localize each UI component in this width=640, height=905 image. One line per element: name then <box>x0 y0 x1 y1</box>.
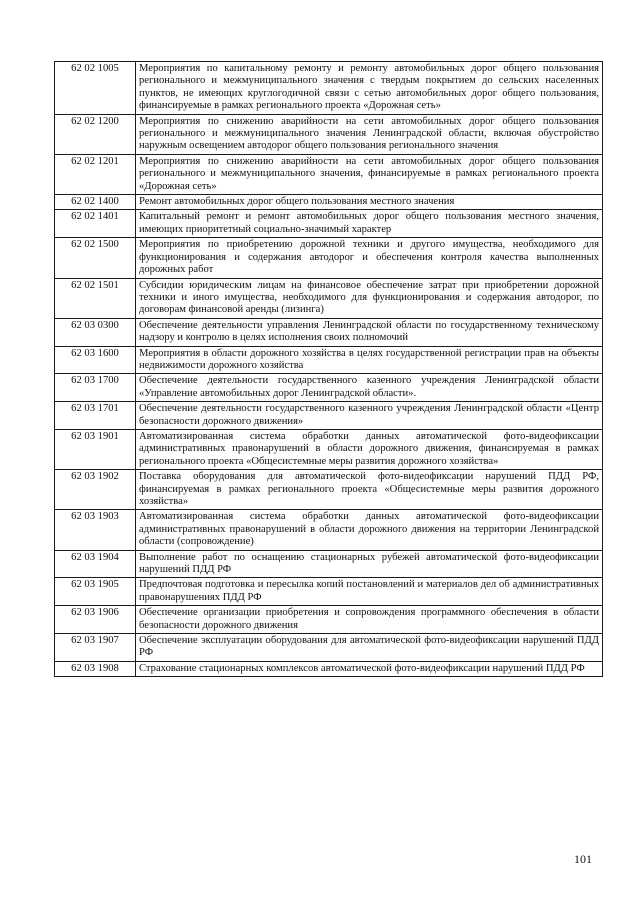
table-row <box>55 402 603 430</box>
row-description: Обеспечение деятельности управления Ленинградской области по государственному техническому надзору и контролю в целях исполнения своих полномочий <box>136 318 603 346</box>
row-code: 62 03 1700 <box>55 374 136 402</box>
row-code: 62 03 1903 <box>55 510 136 550</box>
row-code: 62 03 1904 <box>55 550 136 578</box>
row-code: 62 03 0300 <box>55 318 136 346</box>
table-row <box>55 154 603 194</box>
table-row <box>55 661 603 676</box>
row-code: 62 03 1902 <box>55 470 136 510</box>
row-description: Обеспечение деятельности государственного казенного учреждения Ленинградской области «Управление автомобильных дорог Ленинградской области». <box>136 374 603 402</box>
table-row <box>55 238 603 278</box>
table-row <box>55 318 603 346</box>
row-code: 62 02 1400 <box>55 195 136 210</box>
table-row <box>55 195 603 210</box>
row-description: Мероприятия по приобретению дорожной техники и другого имущества, необходимого для функционирования и содержания автодорог и обеспечения контроля качества выполненных дорожных работ <box>136 238 603 278</box>
row-description: Мероприятия по капитальному ремонту и ремонту автомобильных дорог общего пользования регионального и межмуниципального значения с твердым покрытием до сельских населенных пунктов, не имеющих круглогодичной связи с сетью автомобильных дорог общего пользования, финансируемые в рамках регионального проекта «Дорожная сеть» <box>136 62 603 115</box>
row-code: 62 03 1906 <box>55 606 136 634</box>
table-row <box>55 429 603 469</box>
row-description: Поставка оборудования для автоматической фото-видеофиксации нарушений ПДД РФ, финансируемая в рамках регионального проекта «Общесистемные меры развития дорожного хозяйства» <box>136 470 603 510</box>
row-code: 62 02 1200 <box>55 114 136 154</box>
table-row <box>55 578 603 606</box>
row-code: 62 02 1500 <box>55 238 136 278</box>
row-code: 62 03 1908 <box>55 661 136 676</box>
row-code: 62 03 1600 <box>55 346 136 374</box>
row-description: Мероприятия в области дорожного хозяйства в целях государственной регистрации прав на объекты недвижимости дорожного хозяйства <box>136 346 603 374</box>
row-description: Страхование стационарных комплексов автоматической фото-видеофиксации нарушений ПДД РФ <box>136 661 603 676</box>
budget-codes-table <box>54 61 603 677</box>
row-code: 62 02 1005 <box>55 62 136 115</box>
table-row <box>55 346 603 374</box>
table-row <box>55 114 603 154</box>
row-description: Капитальный ремонт и ремонт автомобильных дорог общего пользования местного значения, имеющих приоритетный социально-значимый характер <box>136 210 603 238</box>
row-description: Обеспечение организации приобретения и сопровождения программного обеспечения в области безопасности дорожного движения <box>136 606 603 634</box>
row-description: Мероприятия по снижению аварийности на сети автомобильных дорог общего пользования регионального и межмуниципального значения, финансируемые в рамках регионального проекта «Дорожная сеть» <box>136 154 603 194</box>
row-code: 62 03 1901 <box>55 429 136 469</box>
table-row <box>55 606 603 634</box>
row-description: Мероприятия по снижению аварийности на сети автомобильных дорог общего пользования регионального и межмуниципального значения Ленинградской области, включая обустройство наружным освещением автодорог общего пользования регионального значения <box>136 114 603 154</box>
table-row <box>55 550 603 578</box>
document-page <box>54 61 603 677</box>
table-row <box>55 210 603 238</box>
row-description: Обеспечение деятельности государственного казенного учреждения Ленинградской области «Центр безопасности дорожного движения» <box>136 402 603 430</box>
table-row <box>55 634 603 662</box>
row-code: 62 03 1701 <box>55 402 136 430</box>
row-code: 62 03 1905 <box>55 578 136 606</box>
row-description: Выполнение работ по оснащению стационарных рубежей автоматической фото-видеофиксации нарушений ПДД РФ <box>136 550 603 578</box>
table-row <box>55 470 603 510</box>
row-code: 62 02 1501 <box>55 278 136 318</box>
row-description: Обеспечение эксплуатации оборудования для автоматической фото-видеофиксации нарушений ПДД РФ <box>136 634 603 662</box>
table-row <box>55 374 603 402</box>
table-row <box>55 510 603 550</box>
row-description: Ремонт автомобильных дорог общего пользования местного значения <box>136 195 603 210</box>
row-description: Субсидии юридическим лицам на финансовое обеспечение затрат при приобретении дорожной техники и иного имущества, необходимого для функционирования и содержания автодорог, по договорам финансовой аренды (лизинга) <box>136 278 603 318</box>
page-number: 101 <box>574 852 592 866</box>
row-description: Предпочтовая подготовка и пересылка копий постановлений и материалов дел об административных правонарушениях ПДД РФ <box>136 578 603 606</box>
table-body <box>55 62 603 677</box>
row-code: 62 02 1401 <box>55 210 136 238</box>
row-description: Автоматизированная система обработки данных автоматической фото-видеофиксации административных правонарушений в области дорожного движения на территории Ленинградской области (сопровождение) <box>136 510 603 550</box>
row-code: 62 03 1907 <box>55 634 136 662</box>
table-row <box>55 278 603 318</box>
row-description: Автоматизированная система обработки данных автоматической фото-видеофиксации административных правонарушений в области дорожного движения, финансируемая в рамках регионального проекта «Общесистемные меры развития дорожного хозяйства» <box>136 429 603 469</box>
table-row <box>55 62 603 115</box>
row-code: 62 02 1201 <box>55 154 136 194</box>
